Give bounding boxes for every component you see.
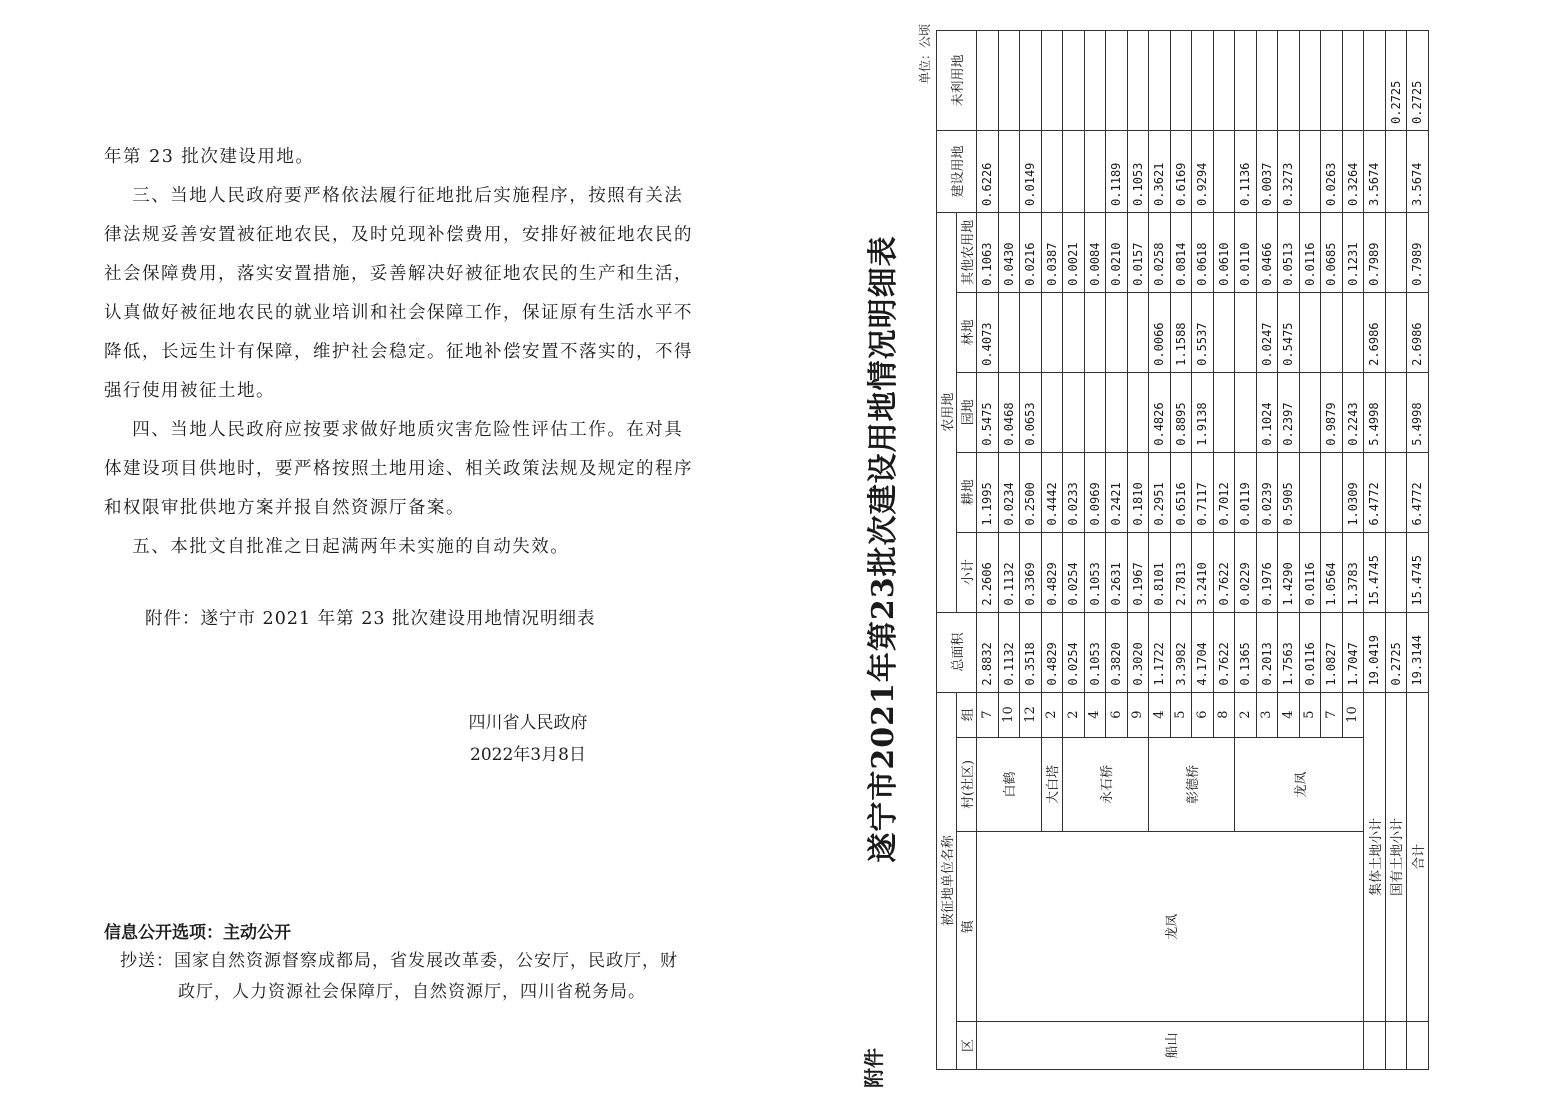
value-cell-total: 19.3144 [1407, 612, 1429, 692]
value-cell-constr [1299, 131, 1321, 213]
value-cell-arable: 0.1810 [1127, 452, 1149, 532]
value-cell-forest: 0.5475 [1278, 292, 1300, 372]
value-cell-constr: 0.3621 [1149, 131, 1171, 213]
value-cell-constr: 0.1053 [1127, 131, 1149, 213]
value-cell-constr [1084, 131, 1106, 213]
letter-paragraph-3: 三、当地人民政府要严格依法履行征地批后实施程序，按照有关法律法规妥善安置被征地农民，及时兑现补偿费用，安排好被征地农民的社会保障费用，落实安置措施，妥善解决好被征地农民的生产和生活，认真做好被征地农民的就业培训和社会保障工作，保证原有生活水平不降低，长远生计有保障，维护社会稳定。征地补偿安置不落实的，不得强行使用被征土地。 [104, 186, 693, 401]
value-cell-unused [1020, 31, 1042, 131]
value-cell-sub [1385, 532, 1407, 612]
value-cell-other: 0.0618 [1192, 212, 1214, 292]
appendix-page [850, 0, 1553, 1098]
value-cell-forest [1299, 292, 1321, 372]
unit-label: 单位：公顷 [918, 24, 932, 85]
value-cell-total: 0.7622 [1213, 612, 1235, 692]
group-cell: 4 [1149, 692, 1171, 737]
value-cell-arable: 6.4772 [1407, 452, 1429, 532]
value-cell-other: 0.0157 [1127, 212, 1149, 292]
value-cell-sub: 0.1967 [1127, 532, 1149, 612]
value-cell-constr [1041, 131, 1063, 213]
summary-label: 国有土地小计 [1385, 692, 1407, 1021]
value-cell-forest [1127, 292, 1149, 372]
value-cell-other: 0.0116 [1299, 212, 1321, 292]
cc-line-2: 政厅，人力资源社会保障厅，自然资源厅，四川省税务局。 [178, 982, 646, 1002]
header-town: 镇 [957, 832, 977, 1022]
town-cell: 龙凤 [977, 832, 1364, 1022]
value-cell-total: 1.0827 [1321, 612, 1343, 692]
value-cell-other: 0.0466 [1256, 212, 1278, 292]
value-cell-arable: 0.4442 [1041, 452, 1063, 532]
value-cell-total: 0.1365 [1235, 612, 1257, 692]
collective-subtotal-row [1364, 31, 1386, 1070]
value-cell-arable: 0.6516 [1170, 452, 1192, 532]
summary-label: 合计 [1407, 692, 1429, 1021]
group-cell: 7 [1321, 692, 1343, 737]
value-cell-sub: 0.0116 [1299, 532, 1321, 612]
value-cell-other: 0.1063 [977, 212, 999, 292]
value-cell-forest [1321, 292, 1343, 372]
value-cell-total: 1.1722 [1149, 612, 1171, 692]
value-cell-sub: 0.4829 [1041, 532, 1063, 612]
state-subtotal-row [1385, 31, 1407, 1070]
value-cell-arable: 0.0969 [1084, 452, 1106, 532]
value-cell-sub: 3.2410 [1192, 532, 1214, 612]
value-cell-total: 0.1132 [998, 612, 1020, 692]
value-cell-unused [1213, 31, 1235, 131]
value-cell-total: 0.4829 [1041, 612, 1063, 692]
value-cell-forest [1020, 292, 1042, 372]
value-cell-forest: 2.6986 [1407, 292, 1429, 372]
header-arable: 耕地 [957, 452, 977, 532]
header-group: 组 [957, 692, 977, 737]
value-cell-other: 0.0610 [1213, 212, 1235, 292]
value-cell-garden [1106, 372, 1128, 452]
value-cell-garden: 5.4998 [1407, 372, 1429, 452]
value-cell-constr [1385, 131, 1407, 213]
value-cell-unused [1084, 31, 1106, 131]
value-cell-arable: 0.0119 [1235, 452, 1257, 532]
letter-page [0, 0, 760, 1098]
disclosure-option: 信息公开选项：主动公开 [104, 923, 291, 943]
header-unit-name: 被征地单位名称 [937, 692, 957, 1069]
value-cell-other [1385, 212, 1407, 292]
value-cell-garden [1385, 372, 1407, 452]
value-cell-unused [1342, 31, 1364, 131]
value-cell-sub: 0.1976 [1256, 532, 1278, 612]
value-cell-arable: 0.0233 [1063, 452, 1085, 532]
value-cell-sub: 0.0254 [1063, 532, 1085, 612]
value-cell-forest [1213, 292, 1235, 372]
value-cell-total: 0.1053 [1084, 612, 1106, 692]
value-cell-other: 0.0110 [1235, 212, 1257, 292]
village-cell: 永石桥 [1063, 737, 1149, 832]
group-cell: 10 [1342, 692, 1364, 737]
value-cell-unused [1235, 31, 1257, 131]
appendix-title: 遂宁市2021年第23批次建设用地情况明细表 [866, 235, 901, 863]
value-cell-unused [1192, 31, 1214, 131]
village-cell: 白鹤 [977, 737, 1042, 832]
header-agri: 农用地 [937, 212, 957, 612]
value-cell-forest [1084, 292, 1106, 372]
value-cell-unused [1321, 31, 1343, 131]
value-cell-unused [1170, 31, 1192, 131]
cc-list [120, 946, 700, 1008]
value-cell-arable: 0.2500 [1020, 452, 1042, 532]
value-cell-forest: 0.0066 [1149, 292, 1171, 372]
value-cell-unused [1106, 31, 1128, 131]
value-cell-constr: 3.5674 [1407, 131, 1429, 213]
value-cell-other: 0.0258 [1149, 212, 1171, 292]
header-garden: 园地 [957, 372, 977, 452]
group-cell: 2 [1041, 692, 1063, 737]
value-cell-arable: 1.1995 [977, 452, 999, 532]
value-cell-forest [1041, 292, 1063, 372]
header-forest: 林地 [957, 292, 977, 372]
value-cell-other: 0.1231 [1342, 212, 1364, 292]
value-cell-arable: 0.7012 [1213, 452, 1235, 532]
value-cell-sub: 1.4290 [1278, 532, 1300, 612]
attachment-line: 附件：遂宁市 2021 年第 23 批次建设用地情况明细表 [145, 609, 596, 629]
value-cell-garden: 0.4826 [1149, 372, 1171, 452]
value-cell-sub: 0.0229 [1235, 532, 1257, 612]
value-cell-sub: 2.7813 [1170, 532, 1192, 612]
letter-paragraph-5: 五、本批文自批准之日起满两年未实施的自动失效。 [104, 537, 570, 557]
village-cell: 龙凤 [1235, 737, 1364, 832]
value-cell-other: 0.0210 [1106, 212, 1128, 292]
value-cell-garden: 0.0653 [1020, 372, 1042, 452]
group-cell: 6 [1106, 692, 1128, 737]
group-cell: 4 [1084, 692, 1106, 737]
group-cell: 10 [998, 692, 1020, 737]
table-body [977, 31, 1429, 1070]
value-cell-garden: 0.2397 [1278, 372, 1300, 452]
value-cell-sub: 0.1053 [1084, 532, 1106, 612]
value-cell-constr: 0.1136 [1235, 131, 1257, 213]
value-cell-other: 0.0685 [1321, 212, 1343, 292]
group-cell: 2 [1235, 692, 1257, 737]
value-cell-other: 0.0021 [1063, 212, 1085, 292]
village-cell: 彰德桥 [1149, 737, 1235, 832]
value-cell-garden: 0.1024 [1256, 372, 1278, 452]
value-cell-unused: 0.2725 [1385, 31, 1407, 131]
value-cell-other: 0.0216 [1020, 212, 1042, 292]
value-cell-unused [1256, 31, 1278, 131]
value-cell-arable [1321, 452, 1343, 532]
value-cell-sub: 1.3783 [1342, 532, 1364, 612]
value-cell-total: 1.7047 [1342, 612, 1364, 692]
value-cell-garden [1084, 372, 1106, 452]
header-district: 区 [957, 1022, 977, 1070]
value-cell-arable: 0.0234 [998, 452, 1020, 532]
value-cell-constr [1063, 131, 1085, 213]
value-cell-forest: 1.1588 [1170, 292, 1192, 372]
value-cell-sub: 15.4745 [1407, 532, 1429, 612]
value-cell-total: 0.3518 [1020, 612, 1042, 692]
value-cell-forest [1063, 292, 1085, 372]
value-cell-forest [998, 292, 1020, 372]
value-cell-forest: 0.5537 [1192, 292, 1214, 372]
value-cell-arable: 0.2951 [1149, 452, 1171, 532]
group-cell: 6 [1192, 692, 1214, 737]
value-cell-arable [1299, 452, 1321, 532]
value-cell-total: 2.8832 [977, 612, 999, 692]
value-cell-constr: 0.9294 [1192, 131, 1214, 213]
value-cell-forest [1385, 292, 1407, 372]
value-cell-arable: 0.7117 [1192, 452, 1214, 532]
group-cell: 2 [1063, 692, 1085, 737]
value-cell-sub: 0.1132 [998, 532, 1020, 612]
value-cell-forest [1342, 292, 1364, 372]
appendix-mark: 附件 [862, 1048, 886, 1088]
value-cell-constr: 0.1189 [1106, 131, 1128, 213]
value-cell-garden [1213, 372, 1235, 452]
value-cell-total: 0.2725 [1385, 612, 1407, 692]
value-cell-unused [1063, 31, 1085, 131]
group-cell: 7 [977, 692, 999, 737]
value-cell-total: 4.1704 [1192, 612, 1214, 692]
value-cell-garden: 0.5475 [977, 372, 999, 452]
value-cell-unused [1278, 31, 1300, 131]
value-cell-unused: 0.2725 [1407, 31, 1429, 131]
value-cell-total: 0.0116 [1299, 612, 1321, 692]
value-cell-constr: 3.5674 [1364, 131, 1386, 213]
letter-paragraph-0: 年第 23 批次建设用地。 [104, 147, 315, 167]
value-cell-sub: 1.0564 [1321, 532, 1343, 612]
value-cell-unused [998, 31, 1020, 131]
value-cell-garden [1235, 372, 1257, 452]
value-cell-arable: 0.0239 [1256, 452, 1278, 532]
letter-paragraph-4: 四、当地人民政府应按要求做好地质灾害危险性评估工作。在对具体建设项目供地时，要严格按照土地用途、相关政策法规及规定的程序和权限审批供地方案并报自然资源厅备案。 [104, 420, 693, 518]
header-unused: 未利用地 [937, 31, 977, 131]
value-cell-other: 0.7989 [1407, 212, 1429, 292]
header-total: 总面积 [937, 612, 977, 692]
value-cell-unused [1149, 31, 1171, 131]
district-cell: 船山 [977, 1022, 1364, 1070]
table-row [977, 31, 999, 1070]
value-cell-constr: 0.0037 [1256, 131, 1278, 213]
value-cell-other: 0.0387 [1041, 212, 1063, 292]
value-cell-forest: 0.0247 [1256, 292, 1278, 372]
value-cell-other: 0.0430 [998, 212, 1020, 292]
value-cell-sub: 0.7622 [1213, 532, 1235, 612]
value-cell-constr: 0.6226 [977, 131, 999, 213]
value-cell-garden: 0.9879 [1321, 372, 1343, 452]
group-cell: 5 [1299, 692, 1321, 737]
value-cell-garden: 0.2243 [1342, 372, 1364, 452]
value-cell-unused [1041, 31, 1063, 131]
value-cell-forest [1235, 292, 1257, 372]
value-cell-total: 3.3982 [1170, 612, 1192, 692]
value-cell-garden: 0.0468 [998, 372, 1020, 452]
value-cell-constr: 0.0263 [1321, 131, 1343, 213]
blank-cell [1385, 1022, 1407, 1070]
value-cell-constr [998, 131, 1020, 213]
blank-cell [1364, 1022, 1386, 1070]
value-cell-arable: 6.4772 [1364, 452, 1386, 532]
value-cell-arable: 1.0309 [1342, 452, 1364, 532]
value-cell-arable: 0.5905 [1278, 452, 1300, 532]
value-cell-forest: 0.4073 [977, 292, 999, 372]
group-cell: 12 [1020, 692, 1042, 737]
blank-cell [1407, 1022, 1429, 1070]
value-cell-unused [1364, 31, 1386, 131]
summary-label: 集体土地小计 [1364, 692, 1386, 1021]
header-village: 村(社区) [957, 737, 977, 832]
value-cell-constr [1213, 131, 1235, 213]
value-cell-other: 0.7989 [1364, 212, 1386, 292]
value-cell-other: 0.0814 [1170, 212, 1192, 292]
issue-date: 2022年3月8日 [470, 745, 586, 765]
value-cell-forest: 2.6986 [1364, 292, 1386, 372]
group-cell: 5 [1170, 692, 1192, 737]
value-cell-forest [1106, 292, 1128, 372]
value-cell-garden [1063, 372, 1085, 452]
value-cell-sub: 2.2606 [977, 532, 999, 612]
value-cell-total: 1.7563 [1278, 612, 1300, 692]
value-cell-unused [1127, 31, 1149, 131]
value-cell-total: 0.2013 [1256, 612, 1278, 692]
value-cell-total: 0.3820 [1106, 612, 1128, 692]
value-cell-sub: 15.4745 [1364, 532, 1386, 612]
group-cell: 9 [1127, 692, 1149, 737]
header-other-agri: 其他农用地 [957, 212, 977, 292]
value-cell-total: 19.0419 [1364, 612, 1386, 692]
value-cell-garden: 5.4998 [1364, 372, 1386, 452]
value-cell-unused [1299, 31, 1321, 131]
header-subtotal: 小计 [957, 532, 977, 612]
value-cell-total: 0.0254 [1063, 612, 1085, 692]
value-cell-arable [1385, 452, 1407, 532]
value-cell-constr: 0.3264 [1342, 131, 1364, 213]
value-cell-total: 0.3020 [1127, 612, 1149, 692]
cc-line-1: 抄送：国家自然资源督察成都局，省发展改革委，公安厅，民政厅，财 [120, 951, 678, 971]
value-cell-constr: 0.3273 [1278, 131, 1300, 213]
value-cell-garden: 0.8895 [1170, 372, 1192, 452]
grand-total-row [1407, 31, 1429, 1070]
value-cell-other: 0.0084 [1084, 212, 1106, 292]
value-cell-garden [1127, 372, 1149, 452]
land-detail-table [936, 30, 1429, 1070]
value-cell-sub: 0.2631 [1106, 532, 1128, 612]
value-cell-garden [1299, 372, 1321, 452]
header-construction: 建设用地 [937, 131, 977, 213]
group-cell: 4 [1278, 692, 1300, 737]
value-cell-arable: 0.2421 [1106, 452, 1128, 532]
value-cell-other: 0.0513 [1278, 212, 1300, 292]
group-cell: 8 [1213, 692, 1235, 737]
value-cell-unused [977, 31, 999, 131]
value-cell-garden: 1.9138 [1192, 372, 1214, 452]
issuer-name: 四川省人民政府 [468, 713, 588, 733]
value-cell-sub: 0.8101 [1149, 532, 1171, 612]
value-cell-sub: 0.3369 [1020, 532, 1042, 612]
group-cell: 3 [1256, 692, 1278, 737]
value-cell-constr: 0.0149 [1020, 131, 1042, 213]
value-cell-constr: 0.6169 [1170, 131, 1192, 213]
village-cell: 大白塔 [1041, 737, 1063, 832]
value-cell-garden [1041, 372, 1063, 452]
